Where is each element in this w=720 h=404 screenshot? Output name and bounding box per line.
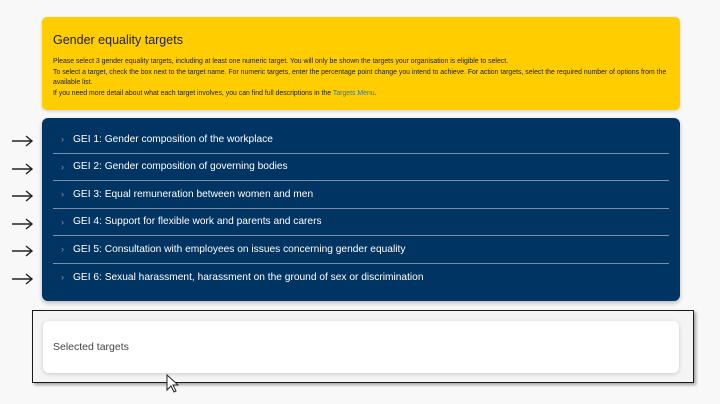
target-row-gei-6[interactable] bbox=[53, 264, 669, 292]
chevron-right-icon: › bbox=[61, 161, 64, 172]
chevron-right-icon: › bbox=[61, 134, 64, 145]
info-line-3 bbox=[53, 89, 669, 100]
target-label: GEI 3: Equal remuneration between women and men bbox=[73, 188, 314, 200]
target-row-gei-4[interactable] bbox=[53, 209, 669, 237]
target-label: GEI 5: Consultation with employees on issues concerning gender equality bbox=[73, 243, 406, 255]
chevron-right-icon: › bbox=[61, 244, 64, 255]
info-text bbox=[53, 57, 669, 99]
info-line-3-text: If you need more detail about what each target involves, you can find full descriptions in the bbox=[53, 89, 333, 97]
target-label: GEI 6: Sexual harassment, harassment on the ground of sex or discrimination bbox=[73, 271, 424, 283]
arrow-right-icon bbox=[12, 163, 34, 175]
selected-targets-panel bbox=[43, 321, 679, 373]
targets-menu-link[interactable]: Targets Menu bbox=[332, 89, 375, 97]
arrow-right-icon bbox=[12, 245, 34, 257]
targets-accordion bbox=[42, 118, 680, 301]
target-row-gei-3[interactable] bbox=[53, 181, 669, 209]
info-line-1: Please select 3 gender equality targets, including at least one numeric target. You will only be shown the targets your organisation is eligible to select. bbox=[53, 58, 509, 65]
target-label: GEI 1: Gender composition of the workplace bbox=[73, 133, 273, 145]
arrow-right-icon bbox=[12, 190, 34, 202]
target-label: GEI 2: Gender composition of governing bodies bbox=[73, 161, 288, 173]
target-label: GEI 4: Support for flexible work and parents and carers bbox=[73, 216, 322, 228]
chevron-right-icon: › bbox=[61, 216, 64, 227]
target-row-gei-2[interactable] bbox=[53, 154, 669, 182]
arrow-right-icon bbox=[12, 273, 34, 285]
chevron-right-icon: › bbox=[61, 272, 64, 283]
target-row-gei-1[interactable] bbox=[53, 126, 669, 154]
info-panel bbox=[42, 17, 680, 110]
arrow-right-icon bbox=[12, 135, 34, 147]
mouse-cursor-icon bbox=[166, 374, 180, 394]
chevron-right-icon: › bbox=[61, 189, 64, 200]
info-title: Gender equality targets bbox=[53, 33, 183, 47]
arrow-right-icon bbox=[12, 218, 34, 230]
info-line-3-suffix: . bbox=[374, 89, 377, 97]
target-row-gei-5[interactable] bbox=[53, 236, 669, 264]
info-line-2: To select a target, check the box next to the target name. For numeric targets, enter the percentage point change you intend to achieve. For action targets, select the required number of options from the available list. bbox=[53, 68, 667, 86]
selected-targets-title: Selected targets bbox=[53, 341, 129, 353]
